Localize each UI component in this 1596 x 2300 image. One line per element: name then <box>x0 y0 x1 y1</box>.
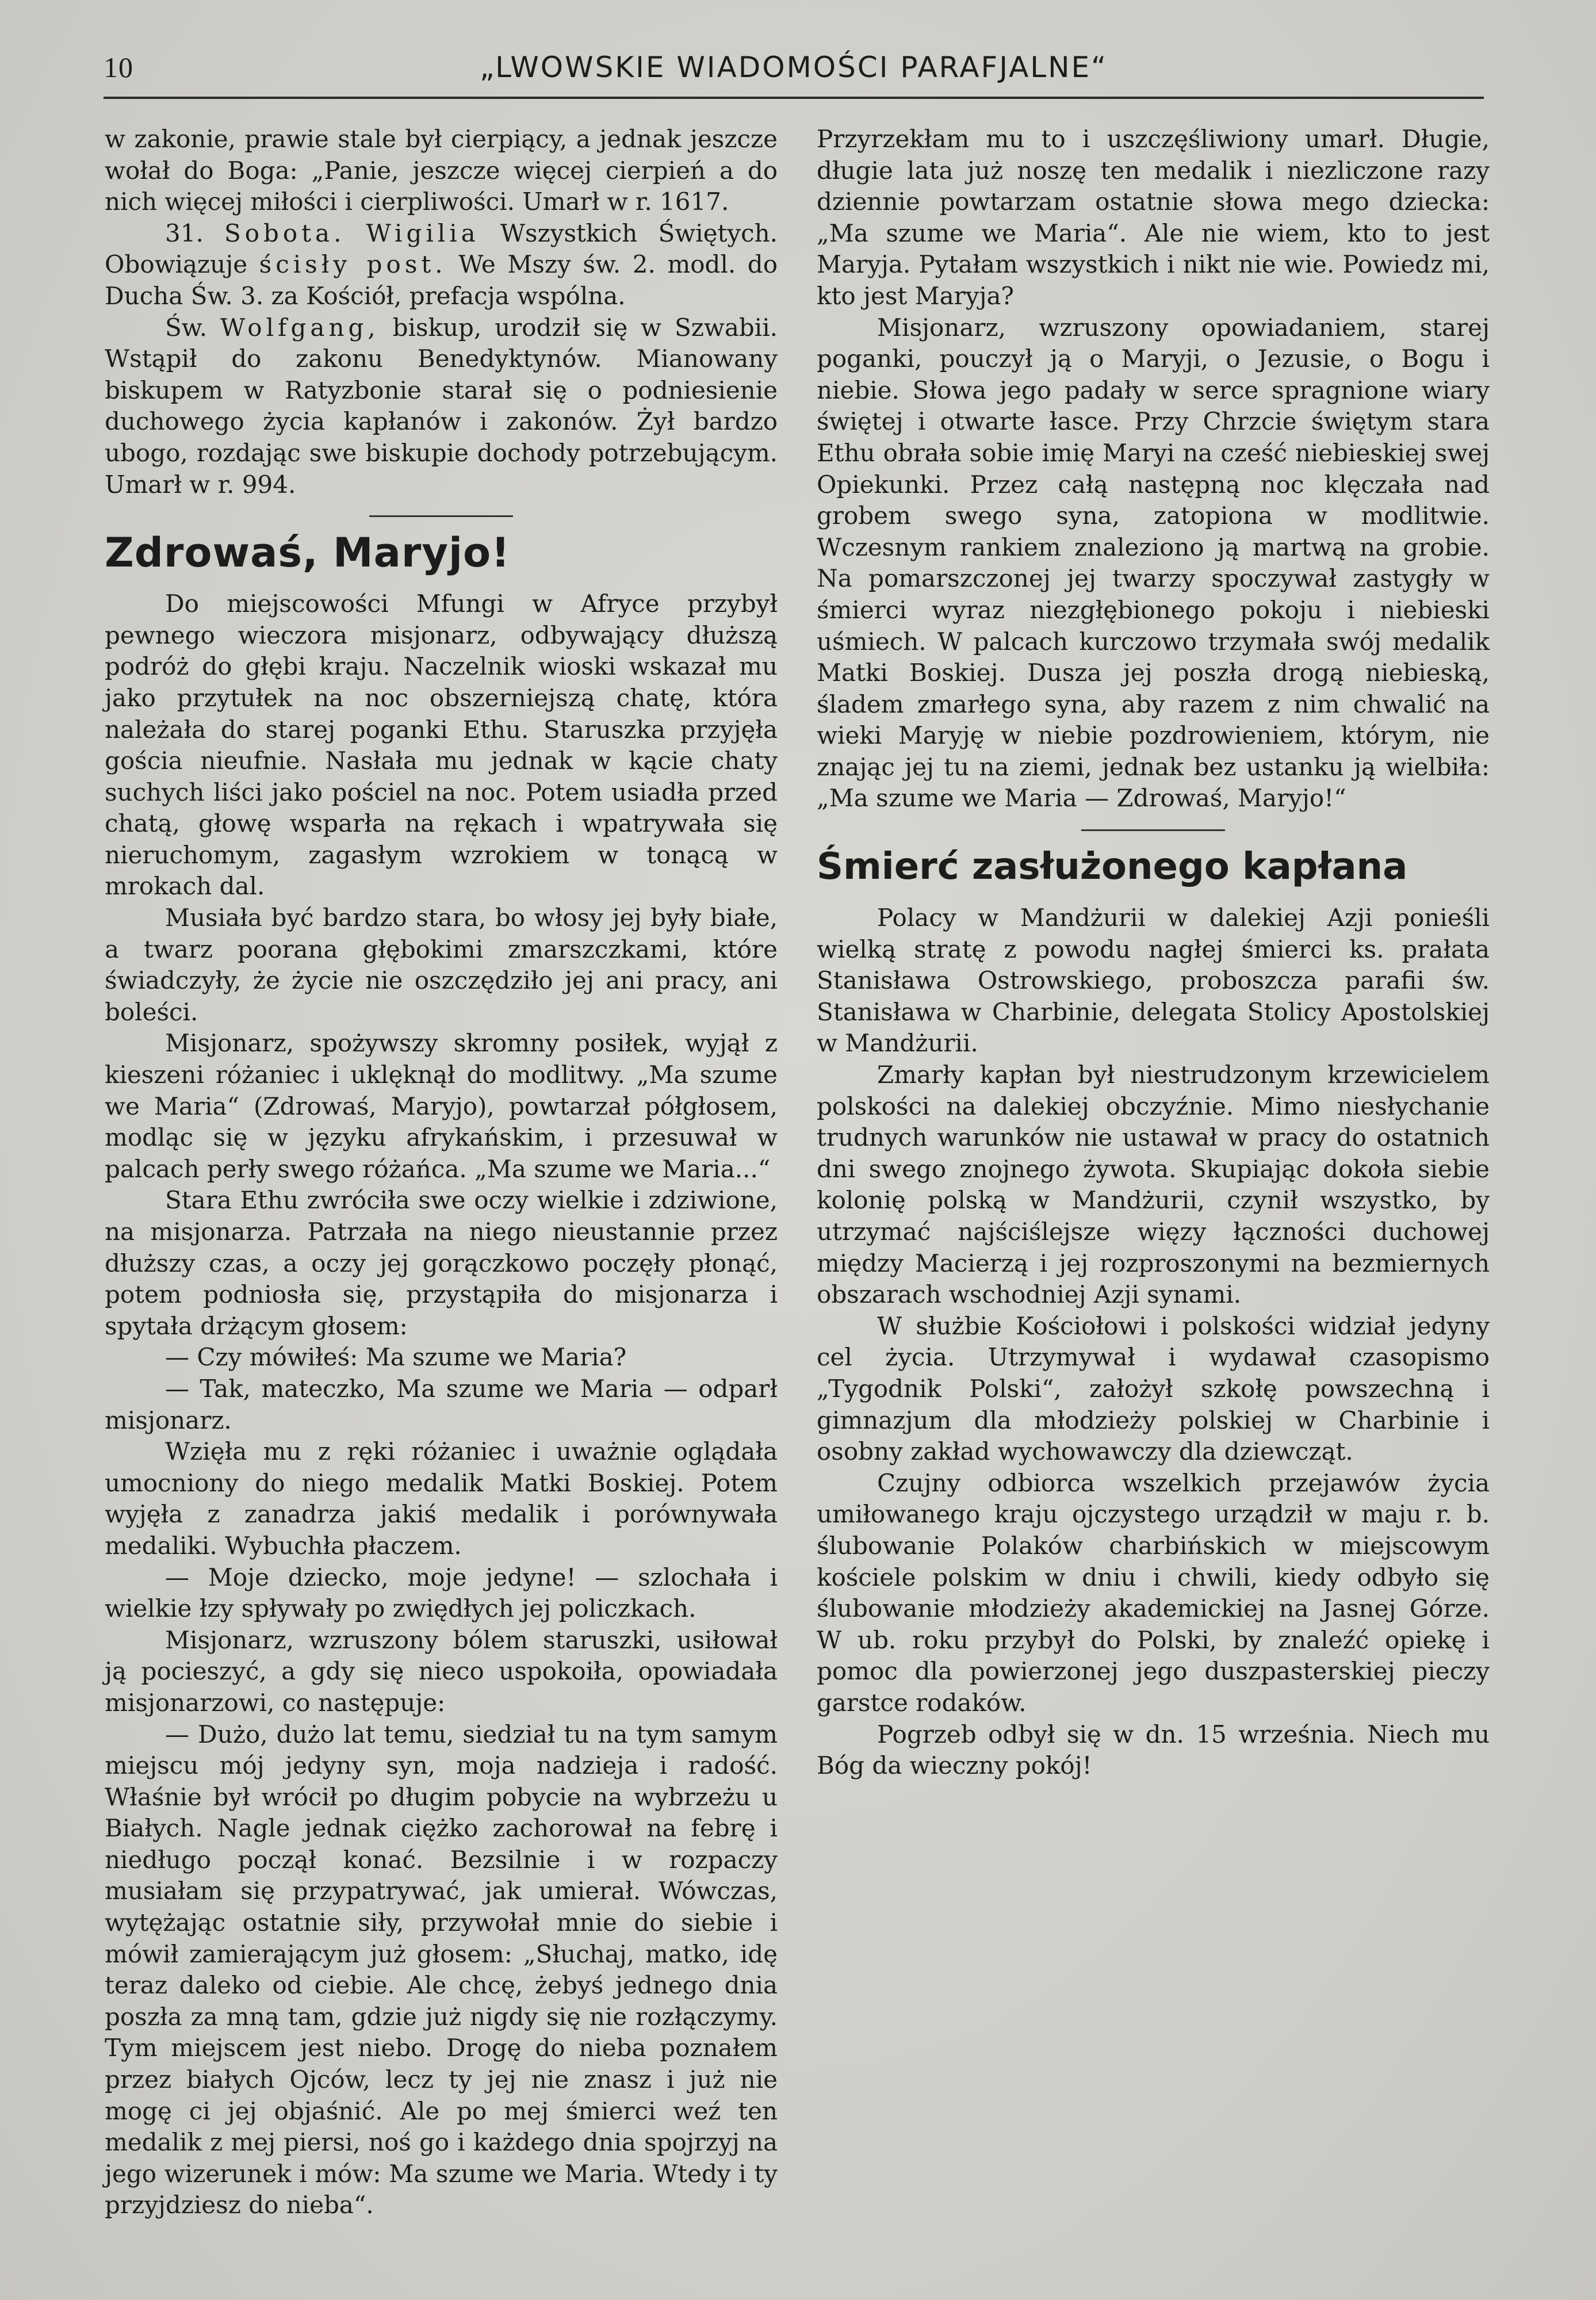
article-paragraph: — Czy mówiłeś: Ma szume we Maria? <box>165 1343 627 1372</box>
article-paragraph: Polacy w Mandżurii w dalekiej Azji ponieśli wielką stratę z powodu nagłej śmierci ks. prałata Stanisława Ostrowskiego, proboszcza parafii św. Stanisława w Charbinie, delegata Stolicy Apostolskiej w Mandżurii. <box>817 904 1490 1058</box>
article-paragraph: Przyrzekłam mu to i uszczęśliwiony umarł. Długie, długie lata już noszę ten medalik i niezliczone razy dziennie powtarzam ostatnie słowa mego dziecka: „Ma szume we Maria“. Ale nie wiem, kto to jest Maryja. Pytałam wszystkich i nikt nie wie. Powiedz mi, kto jest Maryja? <box>817 125 1490 310</box>
section-divider <box>1081 829 1225 831</box>
calendar-entry-31 <box>105 218 778 312</box>
left-column <box>105 124 778 2221</box>
article-paragraph: Misjonarz, wzruszony opowiadaniem, starej poganki, pouczył ją o Maryji, o Jezusie, o Bogu i niebie. Słowa jego padały w serce spragnione wiary świętej i otwarte łasce. Przy Chrzcie świętym stara Ethu obrała sobie imię Maryi na cześć niebieskiej swej Opiekunki. Przez całą następną noc klęczała nad grobem swego syna, zatopiona w modlitwie. Wczesnym rankiem znaleziono ją martwą na grobie. Na pomarszczonej jej twarzy spoczywał zastygły w śmierci wyraz niezgłębionego pokoju i niebieski uśmiech. W palcach kurczowo trzymała swój medalik Matki Boskiej. Dusza jej poszła drogą niebieską, śladem zmarłego syna, aby razem z nim chwalić na wieki Maryję w niebie pozdrowieniem, którym, nie znając jej tu na ziemi, jednak bez ustanku ją wielbiła: „Ma szume we Maria — Zdrowaś, Maryjo!“ <box>817 313 1490 813</box>
calendar-vigil: Wigilia <box>366 219 480 247</box>
article-paragraph: Stara Ethu zwróciła swe oczy wielkie i zdziwione, na misjonarza. Patrzała na niego nieustannie przez dłuższy czas, a oczy jej gorączkowo poczęły płonąć, potem podniosła się, przystąpiła do misjonarza i spytała drżącym głosem: <box>105 1186 778 1340</box>
article-paragraph: — Dużo, dużo lat temu, siedział tu na tym samym miejscu mój jedyny syn, moja nadzieja i radość. Właśnie był wrócił po długim pobycie na wybrzeżu u Białych. Nagle jednak ciężko zachorował na febrę i niedługo począł konać. Bezsilnie i w rozpaczy musiałam się przypatrywać, jak umierał. Wówczas, wytężając ostatnie siły, przywołał mnie do siebie i mówił zamierającym już głosem: „Słuchaj, matko, idę teraz daleko od ciebie. Ale chcę, żebyś jednego dnia poszła za mną tam, gdzie już nigdy się nie rozłączymy. Tym miejscem jest niebo. Drogę do nieba poznałem przez białych Ojców, lecz ty jej nie znasz i już nie mogę ci jej objaśnić. Ale po mej śmierci weź ten medalik z mej piersi, noś go i każdego dnia spojrzyj na jego wizerunek i mów: Ma szume we Maria. Wtedy i ty przyjdziesz do nieba“. <box>105 1720 778 2219</box>
article-paragraph: Czujny odbiorca wszelkich przejawów życia umiłowanego kraju ojczystego urządził w maju r. b. ślubowanie Polaków charbińskich w miejscowym kościele polskim w dniu i chwili, kiedy odbyło się ślubowanie młodzieży akademickiej na Jasnej Górze. W ub. roku przybył do Polski, by znaleźć opiekę i pomoc dla powierzonej jego duszpasterskiej pieczy garstce rodaków. <box>817 1468 1490 1717</box>
article-paragraph: — Tak, mateczko, Ma szume we Maria — odparł misjonarz. <box>105 1374 778 1434</box>
article-paragraph: Wzięła mu z ręki różaniec i uważnie oglądała umocniony do niego medalik Matki Boskiej. Potem wyjęła z zanadrza jakiś medalik i porównywała medaliki. Wybuchła płaczem. <box>105 1437 778 1560</box>
calendar-entry-continuation: w zakonie, prawie stale był cierpiący, a jednak jeszcze wołał do Boga: „Panie, jeszcze więcej cierpień a do nich więcej miłości i cierpliwości. Umarł w r. 1617. <box>105 125 778 216</box>
page-number: 10 <box>104 51 133 83</box>
calendar-text-b: We Mszy św. 2. modl. do Ducha Św. 3. za Kościół, prefacja wspólna. <box>105 250 778 310</box>
article-paragraph: Misjonarz, wzruszony bólem staruszki, usiłował ją pocieszyć, a gdy się nieco uspokoiła, opowiadała misjonarzowi, co następuje: <box>105 1625 778 1717</box>
saint-prefix: Św. <box>165 313 208 342</box>
article-title-zdrowas: Zdrowaś, Maryjo! <box>105 529 511 577</box>
article-paragraph: Misjonarz, spożywszy skromny posiłek, wyjął z kieszeni różaniec i uklęknął do modlitwy. „Ma szume we Maria“ (Zdrowaś, Maryjo), powtarzał półgłosem, modląc się w języku afrykańskim, i przesuwał w palcach perły swego różańca. „Ma szume we Maria...“ <box>105 1029 778 1183</box>
calendar-day-number: 31. <box>165 219 204 247</box>
article-paragraph: — Moje dziecko, moje jedyne! — szlochała i wielkie łzy spływały po zwiędłych jej policzkach. <box>105 1563 778 1623</box>
page-header <box>104 45 1484 99</box>
article-title-smierc: Śmierć zasłużonego kapłana <box>817 845 1408 889</box>
right-column <box>817 124 1490 1782</box>
saint-name: Wolfgang, <box>220 313 380 342</box>
article-paragraph: Musiała być bardzo stara, bo włosy jej były białe, a twarz poorana głębokimi zmarszczkami, które świadczyły, że życie nie oszczędziło jej ani pracy, ani boleści. <box>105 904 778 1026</box>
running-title: „LWOWSKIE WIADOMOŚCI PARAFJALNE“ <box>479 51 1108 84</box>
article-paragraph: Zmarły kapłan był niestrudzonym krzewicielem polskości na dalekiej obczyźnie. Mimo niesłychanie trudnych warunków nie ustawał w pracy do ostatnich dni swego znojnego żywota. Skupiając dokoła siebie kolonię polską w Mandżurii, czynił wszystko, by utrzymać najściślejsze więzy łączności duchowej między Macierzą i jej rozproszonymi na bezmiernych obszarach wschodniej Azji synami. <box>817 1061 1490 1309</box>
section-divider <box>369 515 513 517</box>
calendar-text-a: Wszystkich Świętych. Obowiązuje <box>105 219 778 279</box>
calendar-fast: ścisły post. <box>259 250 447 279</box>
article-paragraph: W służbie Kościołowi i polskości widział jedyny cel życia. Utrzymywał i wydawał czasopismo „Tygodnik Polski“, założył szkołę powszechną i gimnazjum dla młodzieży polskiej w Charbinie i osobny zakład wychowawczy dla dziewcząt. <box>817 1311 1490 1466</box>
calendar-weekday: Sobota. <box>224 219 346 247</box>
saint-bio: biskup, urodził się w Szwabii. Wstąpił do zakonu Benedyktynów. Mianowany biskupem w Ratyzbonie starał się o podniesienie duchowego życia kapłanów i zakonów. Żył bardzo ubogo, rozdając swe biskupie dochody potrzebującym. Umarł w r. 994. <box>105 313 778 499</box>
article-paragraph: Pogrzeb odbył się w dn. 15 września. Niech mu Bóg da wieczny pokój! <box>817 1720 1490 1780</box>
article-paragraph: Do miejscowości Mfungi w Afryce przybył pewnego wieczora misjonarz, odbywający dłuższą podróż do głębi kraju. Naczelnik wioski wskazał mu jako przytułek na noc obszerniejszą chatę, która należała do starej poganki Ethu. Staruszka przyjęła gościa nieufnie. Nasłała mu jednak w kącie chaty suchych liści jako pościel na noc. Potem usiadła przed chatą, głowę wsparła na rękach i wpatrywała się nieruchomym, zagasłym wzrokiem w tonącą w mrokach dal. <box>105 590 778 901</box>
calendar-saint-entry <box>105 312 778 501</box>
